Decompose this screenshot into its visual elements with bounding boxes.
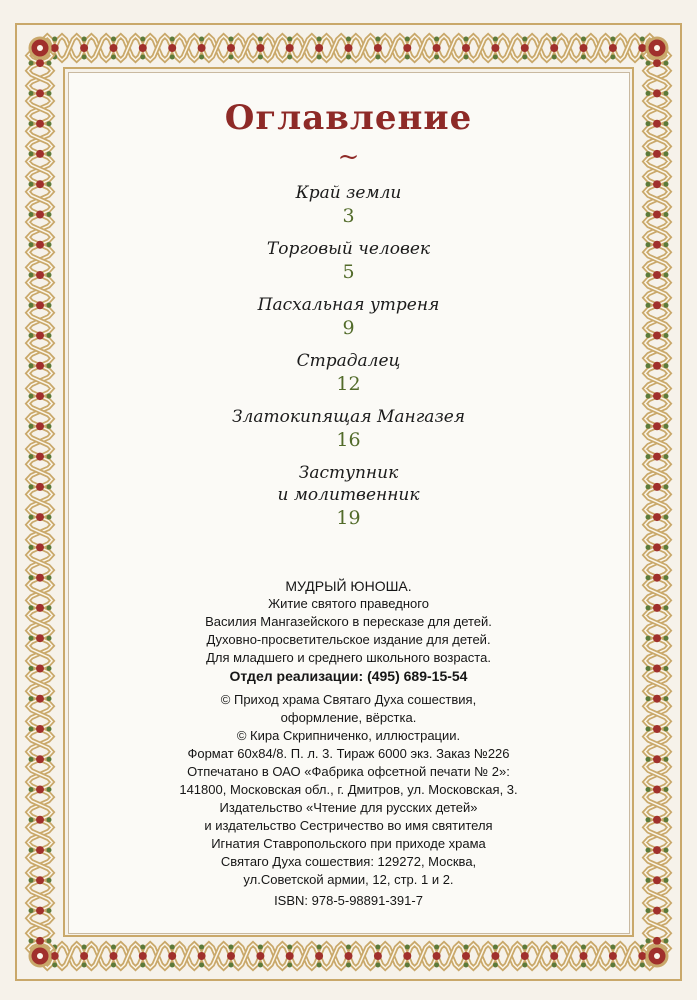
border-top-leaf (464, 55, 469, 60)
toc-entry-title: Златокипящая Мангазея (231, 407, 466, 427)
border-left-leaf (29, 545, 34, 550)
border-top-leaf (140, 37, 145, 42)
credit-line: и издательство Сестричество во имя святителя (204, 818, 493, 833)
border-bottom-flower (51, 952, 59, 960)
border-bottom-leaf (82, 945, 87, 950)
border-bottom-leaf (581, 963, 586, 968)
border-bottom-flower (374, 952, 382, 960)
colophon-line: Житие святого праведного (268, 596, 429, 611)
border-top-leaf (581, 37, 586, 42)
border-top-flower (462, 44, 470, 52)
toc-entry-page: 5 (342, 261, 355, 283)
toc-entry[interactable] (0, 238, 697, 284)
border-right-flower (653, 937, 661, 945)
border-bottom-flower (227, 952, 235, 960)
title-ornament: ~ (337, 142, 360, 172)
border-right-leaf (646, 91, 651, 96)
border-top-flower (139, 44, 147, 52)
border-top-flower (110, 44, 118, 52)
toc-entry-title: Заступник (298, 463, 399, 483)
border-left-leaf (29, 908, 34, 913)
border-top-leaf (317, 37, 322, 42)
border-top-leaf (346, 55, 351, 60)
border-bottom-leaf (317, 945, 322, 950)
border-bottom-flower (403, 952, 411, 960)
border-corner-center (37, 953, 43, 959)
border-left-flower (36, 59, 44, 67)
border-bottom-flower (286, 952, 294, 960)
border-bottom-flower (168, 952, 176, 960)
border-bottom-flower (80, 952, 88, 960)
toc-entry-page: 16 (336, 429, 361, 451)
credit-line: оформление, вёрстка. (280, 710, 417, 725)
border-bottom-leaf (434, 963, 439, 968)
border-bottom-leaf (140, 963, 145, 968)
border-top-leaf (405, 55, 410, 60)
border-top-leaf (375, 55, 380, 60)
border-bottom-leaf (552, 945, 557, 950)
toc-entry-title-line2: и молитвенник (277, 485, 420, 505)
border-right-flower (653, 543, 661, 551)
border-left-flower (36, 543, 44, 551)
border-top-flower (374, 44, 382, 52)
credit-line: 141800, Московская обл., г. Дмитров, ул. Московская, 3. (179, 782, 518, 797)
toc-entry-page: 19 (336, 507, 361, 529)
border-bottom-leaf (111, 963, 116, 968)
border-top-leaf (552, 37, 557, 42)
border-top-leaf (170, 55, 175, 60)
border-right-flower (653, 89, 661, 97)
toc-entry[interactable] (0, 462, 697, 530)
border-left-leaf (47, 91, 52, 96)
border-bottom-leaf (434, 945, 439, 950)
border-right-leaf (664, 91, 669, 96)
border-bottom-leaf (375, 945, 380, 950)
border-top-flower (609, 44, 617, 52)
border-bottom-flower (139, 952, 147, 960)
border-right-leaf (646, 908, 651, 913)
border-left-leaf (29, 91, 34, 96)
border-top-flower (168, 44, 176, 52)
border-bottom-leaf (610, 963, 615, 968)
border-bottom-leaf (640, 963, 645, 968)
border-top-leaf (111, 55, 116, 60)
border-bottom-flower (491, 952, 499, 960)
border-top-leaf (375, 37, 380, 42)
border-bottom-leaf (229, 945, 234, 950)
border-corner-center (37, 45, 43, 51)
toc-entry-page: 12 (336, 373, 361, 395)
border-bottom-flower (256, 952, 264, 960)
border-bottom-leaf (287, 945, 292, 950)
border-corner-center (654, 45, 660, 51)
border-right-flower (653, 59, 661, 67)
border-bottom-flower (345, 952, 353, 960)
border-bottom-flower (580, 952, 588, 960)
border-corner-center (654, 953, 660, 959)
colophon-line: Для младшего и среднего школьного возраста. (206, 650, 491, 665)
colophon-line: Василия Мангазейского в пересказе для детей. (205, 614, 492, 629)
border-top-flower (550, 44, 558, 52)
border-top-flower (580, 44, 588, 52)
book-title: МУДРЫЙ ЮНОША. (285, 578, 412, 594)
border-top-leaf (317, 55, 322, 60)
border-bottom-flower (315, 952, 323, 960)
border-top-flower (491, 44, 499, 52)
border-top-leaf (434, 37, 439, 42)
border-left-flower (36, 937, 44, 945)
border-top-leaf (493, 37, 498, 42)
border-top-leaf (581, 55, 586, 60)
border-bottom-leaf (52, 963, 57, 968)
border-bottom-leaf (317, 963, 322, 968)
border-top-leaf (522, 37, 527, 42)
border-bottom-flower (609, 952, 617, 960)
border-bottom-leaf (464, 963, 469, 968)
credit-line: Издательство «Чтение для русских детей» (219, 800, 478, 815)
border-bottom-leaf (199, 963, 204, 968)
credit-line: © Приход храма Святаго Духа сошествия, (220, 692, 477, 707)
border-right-leaf (664, 61, 669, 66)
border-top-leaf (82, 37, 87, 42)
credit-line: Святаго Духа сошествия: 129272, Москва, (220, 854, 477, 869)
toc-entry-page: 9 (342, 317, 355, 339)
border-bottom-leaf (405, 945, 410, 950)
toc-entry-title: Пасхальная утреня (257, 295, 440, 315)
sales-contact: Отдел реализации: (495) 689-15-54 (229, 668, 468, 684)
border-bottom-leaf (493, 963, 498, 968)
border-bottom-leaf (464, 945, 469, 950)
border-top-flower (198, 44, 206, 52)
border-top-leaf (140, 55, 145, 60)
border-right-leaf (664, 545, 669, 550)
border-top-leaf (405, 37, 410, 42)
border-bottom-flower (521, 952, 529, 960)
border-bottom-leaf (552, 963, 557, 968)
border-bottom-flower (433, 952, 441, 960)
table-of-contents (0, 182, 697, 540)
border-top-leaf (258, 37, 263, 42)
border-bottom-leaf (346, 945, 351, 950)
border-top-leaf (434, 55, 439, 60)
colophon-line: Духовно-просветительское издание для детей. (206, 632, 491, 647)
border-bottom-flower (638, 952, 646, 960)
border-left-leaf (29, 938, 34, 943)
border-bottom-flower (110, 952, 118, 960)
border-top-leaf (522, 55, 527, 60)
border-bottom-leaf (375, 963, 380, 968)
border-top-leaf (640, 37, 645, 42)
border-right-leaf (664, 938, 669, 943)
border-top-leaf (52, 37, 57, 42)
colophon (0, 577, 697, 889)
border-right-leaf (646, 938, 651, 943)
toc-entry[interactable] (0, 182, 697, 228)
border-top-flower (403, 44, 411, 52)
border-bottom-flower (462, 952, 470, 960)
border-top-leaf (111, 37, 116, 42)
border-bottom-flower (550, 952, 558, 960)
border-top-flower (433, 44, 441, 52)
border-bottom-leaf (405, 963, 410, 968)
border-bottom-leaf (82, 963, 87, 968)
border-top-flower (638, 44, 646, 52)
border-top-flower (256, 44, 264, 52)
border-bottom-leaf (170, 945, 175, 950)
border-bottom-flower (198, 952, 206, 960)
border-top-leaf (199, 55, 204, 60)
toc-entry-page: 3 (342, 205, 355, 227)
border-right-leaf (646, 545, 651, 550)
border-top-leaf (610, 55, 615, 60)
border-top-leaf (258, 55, 263, 60)
border-top-leaf (287, 55, 292, 60)
credit-line: Отпечатано в ОАО «Фабрика офсетной печати № 2»: (187, 764, 510, 779)
border-top-leaf (287, 37, 292, 42)
border-bottom-leaf (581, 945, 586, 950)
credit-line: Формат 60х84/8. П. л. 3. Тираж 6000 экз. Заказ №226 (187, 746, 510, 761)
border-top-leaf (464, 37, 469, 42)
border-top-flower (51, 44, 59, 52)
credit-line: Игнатия Ставропольского при приходе храма (211, 836, 486, 851)
border-bottom-leaf (346, 963, 351, 968)
border-left-leaf (47, 545, 52, 550)
border-left-leaf (47, 938, 52, 943)
credit-line: ул.Советской армии, 12, стр. 1 и 2. (243, 872, 454, 887)
border-bottom-leaf (493, 945, 498, 950)
border-bottom-leaf (229, 963, 234, 968)
border-bottom-leaf (522, 945, 527, 950)
border-top-flower (227, 44, 235, 52)
border-top-flower (521, 44, 529, 52)
border-top-leaf (346, 37, 351, 42)
isbn: ISBN: 978-5-98891-391-7 (274, 893, 423, 908)
border-top-leaf (82, 55, 87, 60)
border-left-flower (36, 89, 44, 97)
border-top-leaf (493, 55, 498, 60)
border-bottom-leaf (258, 963, 263, 968)
page-title: Оглавление (224, 98, 473, 138)
border-bottom-leaf (287, 963, 292, 968)
border-bottom-leaf (199, 945, 204, 950)
border-bottom-leaf (610, 945, 615, 950)
border-top-leaf (610, 37, 615, 42)
border-top-flower (286, 44, 294, 52)
border-bottom-leaf (170, 963, 175, 968)
border-bottom-leaf (258, 945, 263, 950)
border-top-leaf (199, 37, 204, 42)
toc-entry[interactable] (0, 350, 697, 396)
toc-entry-title: Страдалец (296, 351, 401, 371)
border-right-leaf (646, 61, 651, 66)
border-top-flower (80, 44, 88, 52)
border-right-leaf (664, 908, 669, 913)
border-top-flower (345, 44, 353, 52)
credit-line: © Кира Скрипниченко, иллюстрации. (236, 728, 461, 743)
toc-entry-title: Край земли (295, 183, 402, 203)
toc-entry[interactable] (0, 406, 697, 452)
border-top-leaf (229, 37, 234, 42)
border-left-leaf (29, 61, 34, 66)
border-top-leaf (552, 55, 557, 60)
border-top-leaf (170, 37, 175, 42)
toc-entry[interactable] (0, 294, 697, 340)
toc-entry-title: Торговый человек (266, 239, 431, 259)
border-top-leaf (229, 55, 234, 60)
border-bottom-leaf (522, 963, 527, 968)
border-top-flower (315, 44, 323, 52)
border-left-leaf (47, 908, 52, 913)
border-bottom-leaf (111, 945, 116, 950)
border-bottom-leaf (140, 945, 145, 950)
border-left-leaf (47, 61, 52, 66)
